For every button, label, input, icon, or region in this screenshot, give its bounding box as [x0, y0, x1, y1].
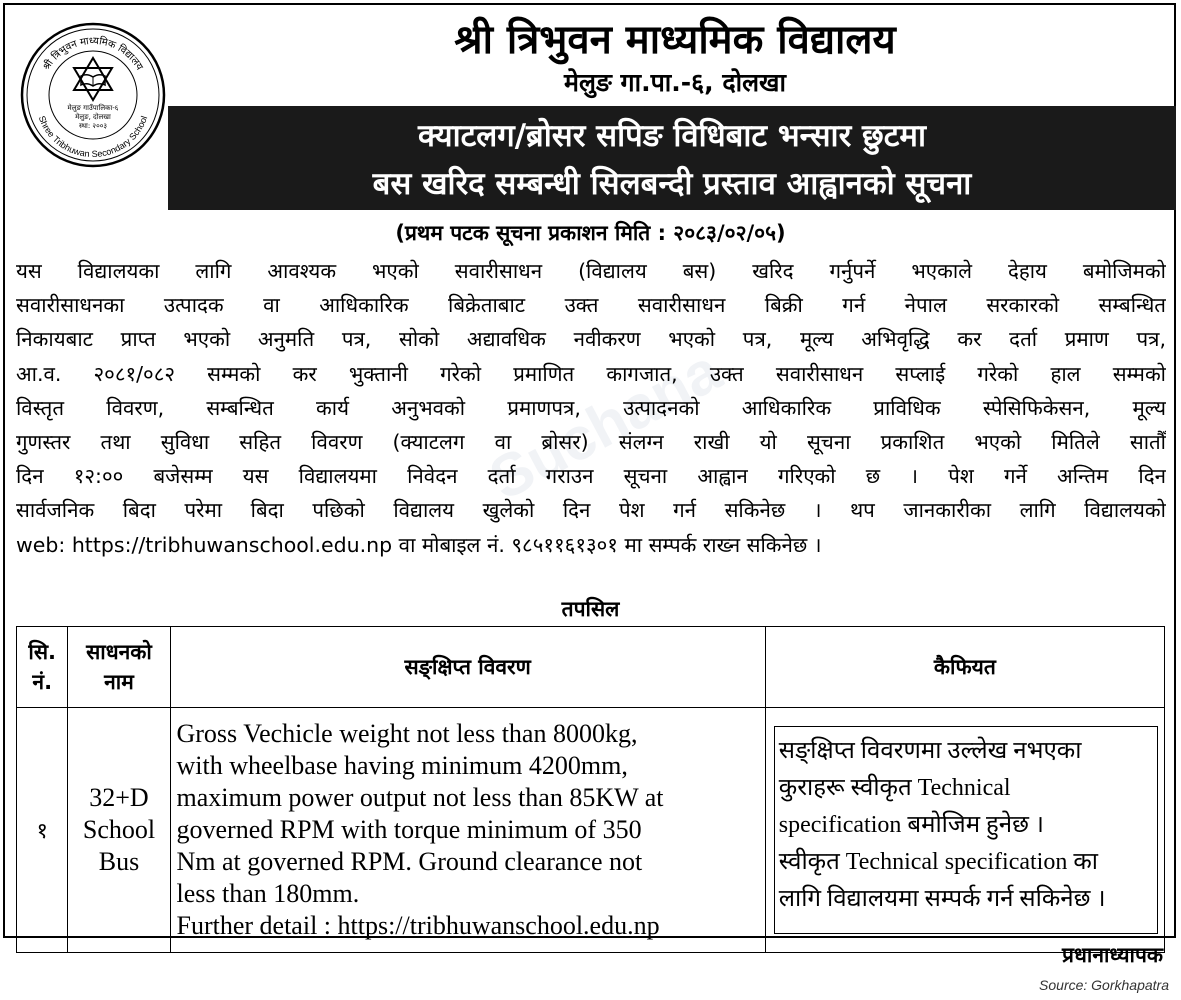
logo-arc-top: श्री त्रिभुवन माध्यमिक विद्यालय	[41, 35, 145, 73]
signature-headmaster: प्रधानाध्यापक	[1062, 943, 1163, 967]
school-logo	[20, 22, 166, 168]
body-line: आ.व. २०८१/०८२ सम्मको कर भुक्तानी गरेको प्रमाणित कागजात, उक्त सवारीसाधन सप्लाई गरेको हाल सम्मको	[16, 361, 1166, 386]
notice-title-line2: बस खरिद सम्बन्धी सिलबन्दी प्रस्ताव आह्वानको सूचना	[372, 166, 972, 202]
remarks-box: सङ्क्षिप्त विवरणमा उल्लेख नभएका कुराहरू स्वीकृत Technical specification बमोजिम हुनेछ । स्वीकृत Technical specification का लागि विद्यालयमा सम्पर्क गर्न सकिनेछ ।	[774, 726, 1158, 934]
body-line: सार्वजनिक बिदा परेमा बिदा पछिको विद्यालय खुलेको दिन पेश गर्न सकिनेछ । थप जानकारीका लागि विद्यालयको	[16, 498, 1166, 523]
notice-body	[16, 254, 1166, 562]
column-header-sn: सि. नं.	[17, 627, 68, 708]
source-credit: Source: Gorkhapatra	[1039, 977, 1169, 993]
column-header-remarks: कैफियत	[765, 627, 1164, 708]
cell-vehicle-name: 32+D School Bus	[68, 708, 170, 953]
publication-date: (प्रथम पटक सूचना प्रकाशन मिति : २०८३/०२/०५)	[395, 221, 786, 245]
schedule-table	[16, 626, 1165, 953]
logo-inner-line2: मेलुङ, दोलखा	[75, 113, 111, 121]
body-line: सवारीसाधनका उत्पादक वा आधिकारिक बिक्रेताबाट उक्त सवारीसाधन बिक्री गर्न नेपाल सरकारको सम्बन्धित	[16, 293, 1166, 318]
table-header-row	[17, 627, 1165, 708]
column-header-vehicle-name: साधनको नाम	[68, 627, 170, 708]
notice-title-line1: क्याटलग/ब्रोसर सपिङ विधिबाट भन्सार छुटमा	[418, 118, 926, 154]
body-line: विस्तृत विवरण, सम्बन्धित कार्य अनुभवको प्रमाणपत्र, उत्पादनको आधिकारिक प्राविधिक स्पेसिफिकेसन, मूल्य	[16, 395, 1166, 420]
column-header-description: सङ्क्षिप्त विवरण	[170, 627, 765, 708]
description-detail-link: Further detail : https://tribhuwanschool.edu.np	[176, 911, 660, 940]
school-address: मेलुङ गा.पा.-६, दोलखा	[564, 68, 786, 97]
body-line-contact: web: https://tribhuwanschool.edu.np वा मोबाइल नं. ९८५११६१३०१ मा सम्पर्क राख्न सकिनेछ ।	[16, 532, 822, 557]
logo-inner-line3: स्था: २००३	[78, 122, 108, 130]
body-line: यस विद्यालयका लागि आवश्यक भएको सवारीसाधन (विद्यालय बस) खरिद गर्नुपर्ने भएकाले देहाय बमोजिमको	[16, 259, 1166, 283]
body-line: दिन १२:०० बजेसम्म यस विद्यालयमा निवेदन दर्ता गराउन सूचना आह्वान गरिएको छ । पेश गर्ने अन्तिम दिन	[16, 464, 1166, 489]
logo-inner-line1: मेलुङ गाउँपालिका-६	[67, 104, 119, 112]
watermark: Suchana	[478, 336, 732, 513]
cell-sn: १	[17, 708, 68, 953]
school-name: श्री त्रिभुवन माध्यमिक विद्यालय	[454, 17, 896, 63]
cell-description: Gross Vechicle weight not less than 8000kg, with wheelbase having minimum 4200mm, maximum power output not less than 85KW at governed RPM with torque minimum of 350 Nm at governed RPM. Ground clearance not less than 180mm. Further detail : https://tribhuwanschool.edu.np	[170, 708, 765, 953]
body-line: निकायबाट प्राप्त भएको अनुमति पत्र, सोको अद्यावधिक नवीकरण भएको पत्र, मूल्य अभिवृद्धि कर दर्ता प्रमाण पत्र,	[16, 327, 1166, 352]
logo-arc-bottom: Shree Tribhuwan Secondary School	[36, 114, 150, 160]
body-line: गुणस्तर तथा सुविधा सहित विवरण (क्याटलग वा ब्रोसर) संलग्न राखी यो सूचना प्रकाशित भएको मितिले सातौँ	[16, 430, 1166, 455]
schedule-heading: तपसिल	[561, 597, 620, 621]
cell-remarks	[765, 708, 1164, 953]
table-row	[17, 708, 1165, 953]
notice-title-bar	[168, 106, 1176, 210]
